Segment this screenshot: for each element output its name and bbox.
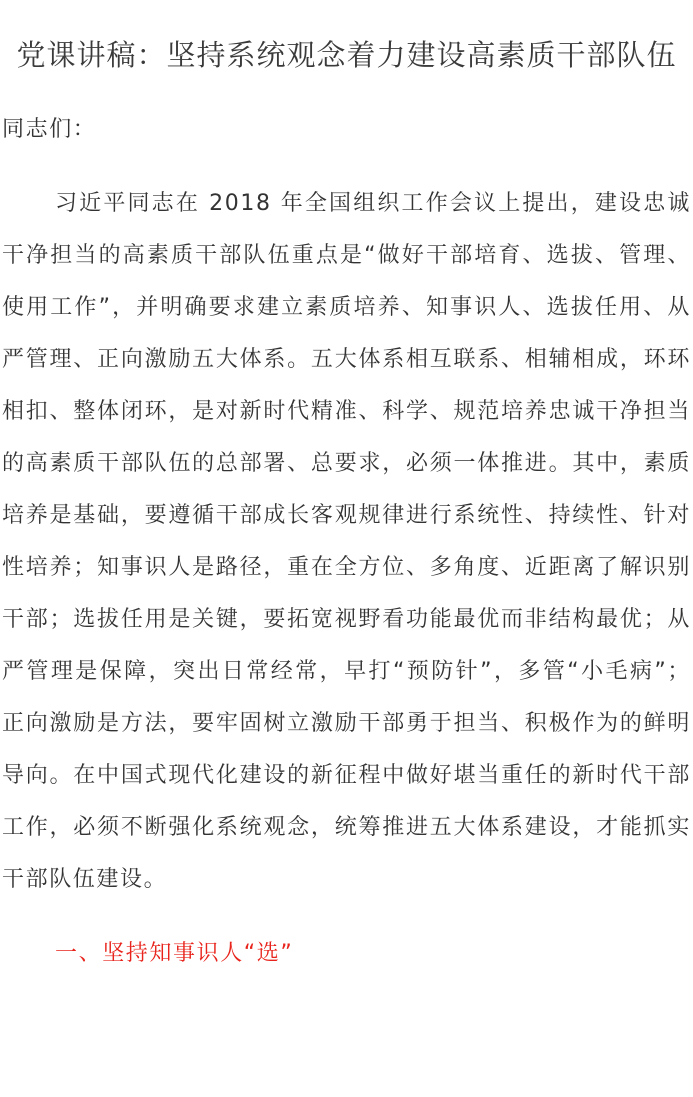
section-heading-1: 一、坚持知事识人“选” xyxy=(55,941,294,966)
salutation: 同志们： xyxy=(2,117,97,142)
paragraph-intro: 习近平同志在 2018 年全国组织工作会议上提出，建设忠诚干净担当的高素质干部队伍重点是“做好干部培育、选拔、管理、使用工作”，并明确要求建立素质培养、知事识人、选拔任用、从严管理、正向激励五大体系。五大体系相互联系、相辅相成，环环相扣、整体闭环，是对新时代精准、科学、规范培养忠诚干净担当的高素质干部队伍的总部署、总要求，必须一体推进。其中，素质培养是基础，要遵循干部成长客观规律进行系统性、持续性、针对性培养；知事识人是路径，重在全方位、多角度、近距离了解识别干部；选拔任用是关键，要拓宽视野看功能最优而非结构最优；从严管理是保障，突出日常经常，早打“预防针”，多管“小毛病”；正向激励是方法，要牢固树立激励干部勇于担当、积极作为的鲜明导向。在中国式现代化建设的新征程中做好堪当重任的新时代干部工作，必须不断强化系统观念，统筹推进五大体系建设，才能抓实干部队伍建设。 xyxy=(2,191,691,892)
article-body xyxy=(2,104,691,980)
article-title: 党课讲稿：坚持系统观念着力建设高素质干部队伍 xyxy=(16,38,677,72)
